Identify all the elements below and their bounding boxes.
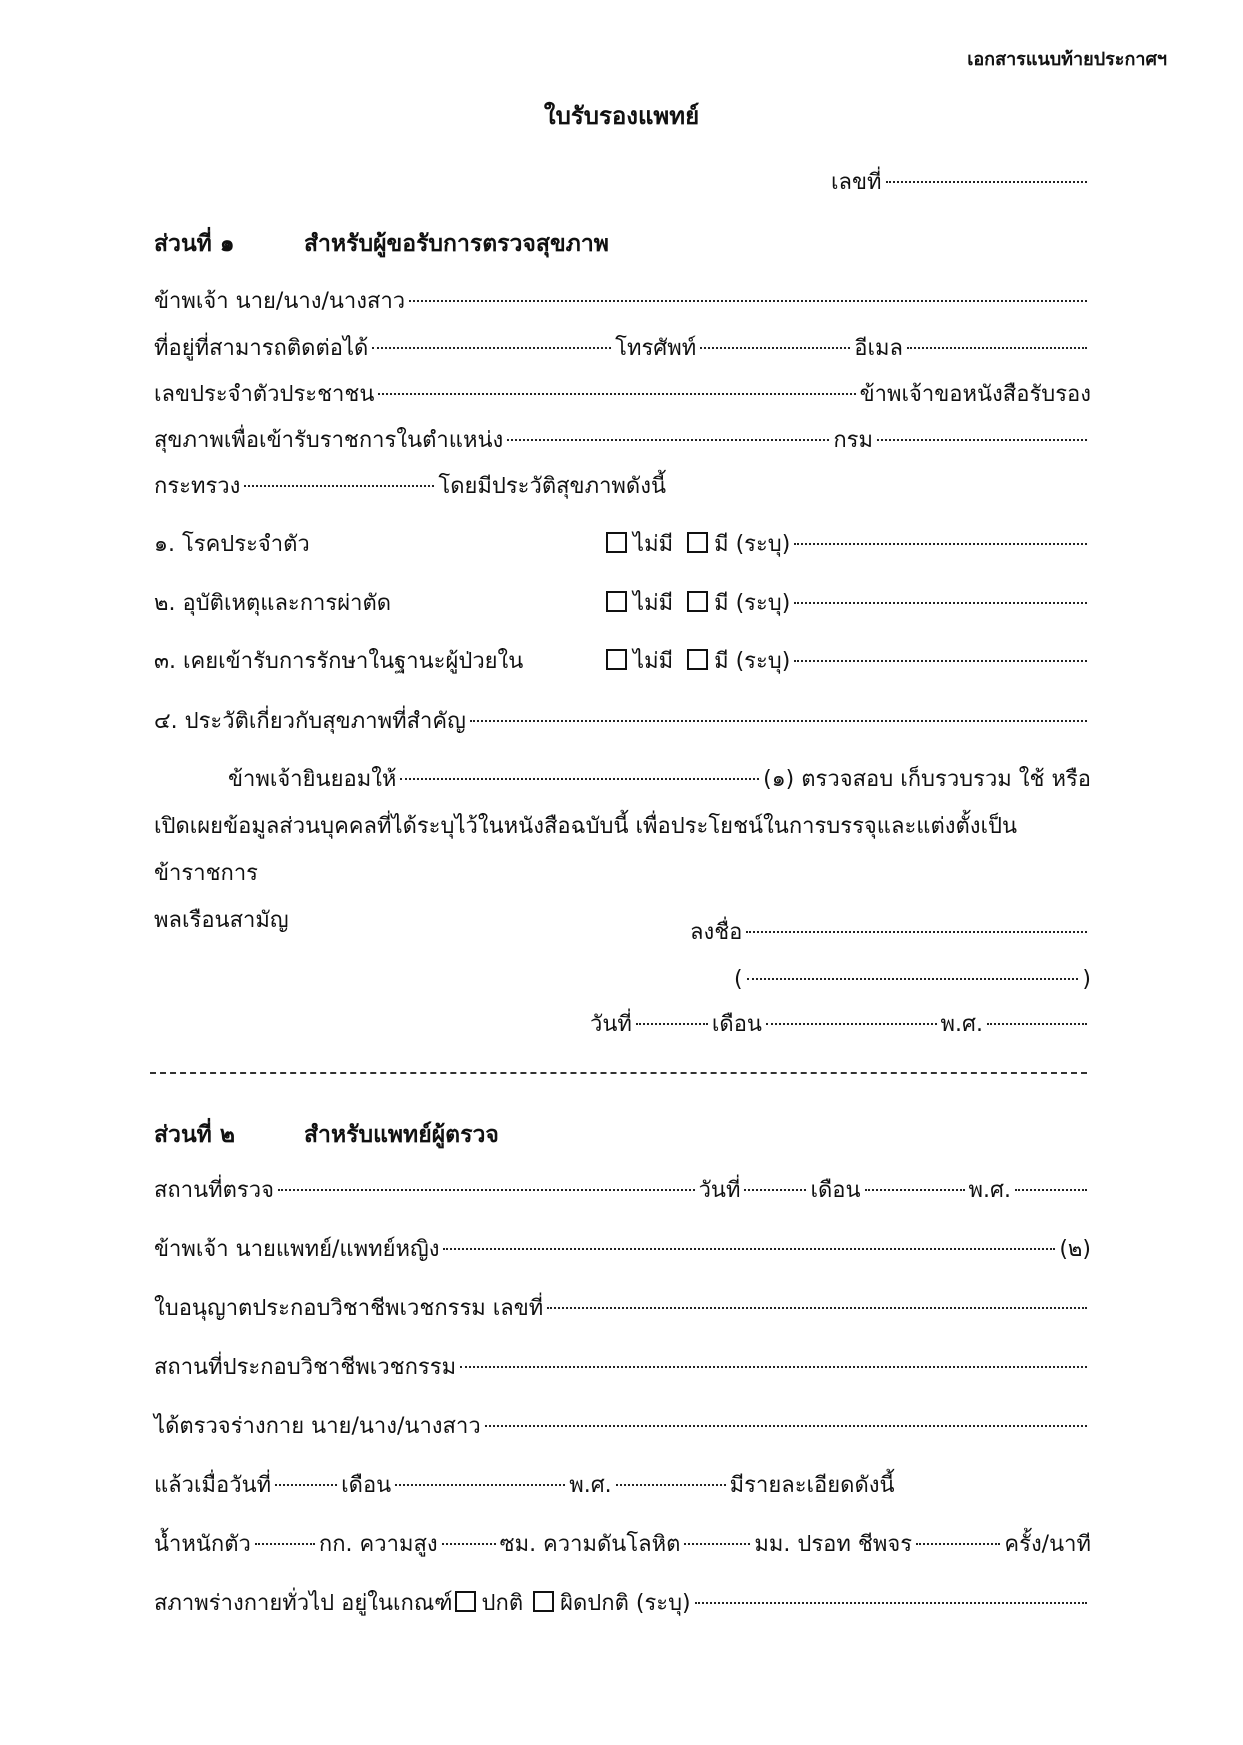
doctor-label: ข้าพเจ้า นายแพทย์/แพทย์หญิง xyxy=(154,1237,440,1262)
history-item-label: ๒. อุบัติเหตุและการผ่าตัด xyxy=(154,591,392,616)
exam-month-label: เดือน xyxy=(810,1178,861,1203)
phone-field[interactable] xyxy=(700,347,850,349)
year-label: พ.ศ. xyxy=(940,1012,983,1037)
request-text: ข้าพเจ้าขอหนังสือรับรอง xyxy=(859,382,1091,407)
history-item xyxy=(154,647,1091,677)
important-history-label: ๔. ประวัติเกี่ยวกับสุขภาพที่สำคัญ xyxy=(154,709,466,734)
month-label: เดือน xyxy=(711,1012,762,1037)
position-field[interactable] xyxy=(507,439,829,441)
checkbox-yes[interactable] xyxy=(687,532,708,553)
exam-day-field[interactable] xyxy=(744,1189,806,1191)
phone-label: โทรศัพท์ xyxy=(615,336,697,361)
when-year-label: พ.ศ. xyxy=(569,1473,612,1498)
consent-line-3: พลเรือนสามัญ xyxy=(154,908,289,933)
section1-title: สำหรับผู้ขอรับการตรวจสุขภาพ xyxy=(304,231,609,257)
pulse-field[interactable] xyxy=(916,1543,1000,1545)
when-year-field[interactable] xyxy=(616,1484,726,1486)
history-item-label: ๑. โรคประจำตัว xyxy=(154,532,310,557)
practice-place-field[interactable] xyxy=(460,1366,1087,1368)
section1-heading xyxy=(154,226,609,262)
blood-pressure-field[interactable] xyxy=(684,1543,750,1545)
exam-year-label: พ.ศ. xyxy=(968,1178,1011,1203)
examined-person-field[interactable] xyxy=(485,1425,1087,1427)
license-row xyxy=(154,1294,1091,1324)
date-label: วันที่ xyxy=(590,1012,632,1037)
weight-field[interactable] xyxy=(255,1543,315,1545)
email-label: อีเมล xyxy=(854,336,903,361)
consent-row xyxy=(228,765,1091,795)
when-day-field[interactable] xyxy=(275,1484,337,1486)
signature-label: ลงชื่อ xyxy=(690,920,743,945)
email-field[interactable] xyxy=(907,347,1087,349)
id-field[interactable] xyxy=(378,393,855,395)
address-field[interactable] xyxy=(372,347,611,349)
department-field[interactable] xyxy=(877,439,1087,441)
history-item xyxy=(154,530,1091,560)
weight-unit: กก. ความสูง xyxy=(318,1532,438,1557)
doc-number-label: เลขที่ xyxy=(831,170,882,195)
when-month-field[interactable] xyxy=(395,1484,565,1486)
contact-row xyxy=(154,334,1091,364)
general-condition-row xyxy=(154,1589,1091,1619)
abnormal-specify-field[interactable] xyxy=(695,1602,1087,1604)
checkbox-no[interactable] xyxy=(606,649,627,670)
examined-person-label: ได้ตรวจร่างกาย นาย/นาง/นางสาว xyxy=(154,1414,481,1439)
checkbox-yes[interactable] xyxy=(687,649,708,670)
doctor-name-field[interactable] xyxy=(443,1248,1055,1250)
exam-place-field[interactable] xyxy=(278,1189,695,1191)
history-specify-field[interactable] xyxy=(794,543,1087,545)
section1-number: ส่วนที่ ๑ xyxy=(154,231,235,257)
section-divider xyxy=(150,1072,1087,1074)
ministry-label: กระทรวง xyxy=(154,474,241,499)
checkbox-yes-label: มี (ระบุ) xyxy=(714,591,791,616)
applicant-name-field[interactable] xyxy=(409,300,1087,302)
vitals-row xyxy=(154,1530,1091,1560)
department-label: กรม xyxy=(833,428,873,453)
bp-unit: มม. ปรอท ชีพจร xyxy=(754,1532,913,1557)
signature-row xyxy=(690,918,1091,948)
sign-date-row xyxy=(590,1010,1091,1040)
doctor-suffix: (๒) xyxy=(1059,1237,1091,1262)
checkbox-abnormal[interactable] xyxy=(533,1591,554,1612)
examined-person-row xyxy=(154,1412,1091,1442)
history-intro: โดยมีประวัติสุขภาพดังนี้ xyxy=(438,474,667,499)
ministry-field[interactable] xyxy=(244,485,434,487)
signature-field[interactable] xyxy=(746,931,1087,933)
normal-label: ปกติ xyxy=(481,1591,524,1616)
history-specify-field[interactable] xyxy=(794,602,1087,604)
exam-month-field[interactable] xyxy=(865,1189,965,1191)
doc-number-row xyxy=(831,168,1091,198)
details-label: มีรายละเอียดดังนี้ xyxy=(729,1473,895,1498)
section2-heading xyxy=(154,1117,499,1153)
checkbox-yes-label: มี (ระบุ) xyxy=(714,532,791,557)
consent-party-field[interactable] xyxy=(400,778,759,780)
doc-number-field[interactable] xyxy=(886,181,1087,183)
id-label: เลขประจำตัวประชาชน xyxy=(154,382,375,407)
history-item xyxy=(154,589,1091,619)
section2-number: ส่วนที่ ๒ xyxy=(154,1122,236,1148)
paren-close: ) xyxy=(1082,967,1091,992)
printed-name-row xyxy=(734,965,1091,995)
when-label: แล้วเมื่อวันที่ xyxy=(154,1473,272,1498)
year-field[interactable] xyxy=(987,1023,1087,1025)
license-label: ใบอนุญาตประกอบวิชาชีพเวชกรรม เลขที่ xyxy=(154,1296,544,1321)
pulse-unit: ครั้ง/นาที xyxy=(1004,1532,1091,1557)
checkbox-no[interactable] xyxy=(606,532,627,553)
abnormal-label: ผิดปกติ (ระบุ) xyxy=(560,1591,691,1616)
height-unit: ซม. ความดันโลหิต xyxy=(499,1532,681,1557)
position-label: สุขภาพเพื่อเข้ารับราชการในตำแหน่ง xyxy=(154,428,504,453)
exam-year-field[interactable] xyxy=(1015,1189,1087,1191)
when-month-label: เดือน xyxy=(341,1473,392,1498)
checkbox-yes[interactable] xyxy=(687,591,708,612)
applicant-label: ข้าพเจ้า นาย/นาง/นางสาว xyxy=(154,289,406,314)
position-row xyxy=(154,426,1091,456)
month-field[interactable] xyxy=(766,1023,937,1025)
id-row xyxy=(154,380,1091,410)
height-field[interactable] xyxy=(442,1543,496,1545)
ministry-row xyxy=(154,472,1091,502)
exam-when-row xyxy=(154,1471,1091,1501)
consent-line-2: เปิดเผยข้อมูลส่วนบุคคลที่ได้ระบุไว้ในหนังสือฉบับนี้ เพื่อประโยชน์ในการบรรจุและแต่งตั้งเป็นข้าราชการ xyxy=(154,814,1018,886)
license-number-field[interactable] xyxy=(547,1307,1087,1309)
exam-date-label: วันที่ xyxy=(698,1178,741,1203)
history-item-label: ๓. เคยเข้ารับการรักษาในฐานะผู้ป่วยใน xyxy=(154,649,524,674)
address-label: ที่อยู่ที่สามารถติดต่อได้ xyxy=(154,336,369,361)
weight-label: น้ำหนักตัว xyxy=(154,1532,251,1557)
general-label: สภาพร่างกายทั่วไป อยู่ในเกณฑ์ xyxy=(154,1591,453,1616)
consent-suffix: (๑) ตรวจสอบ เก็บรวบรวม ใช้ หรือ xyxy=(763,767,1091,792)
printed-name-field[interactable] xyxy=(747,978,1079,980)
checkbox-yes-label: มี (ระบุ) xyxy=(714,649,791,674)
checkbox-no[interactable] xyxy=(606,591,627,612)
important-history-field[interactable] xyxy=(470,720,1087,722)
document-title: ใบรับรองแพทย์ xyxy=(543,102,700,130)
section2-title: สำหรับแพทย์ผู้ตรวจ xyxy=(304,1122,499,1148)
doctor-row xyxy=(154,1235,1091,1265)
practice-place-label: สถานที่ประกอบวิชาชีพเวชกรรม xyxy=(154,1355,457,1380)
checkbox-no-label: ไม่มี xyxy=(633,591,674,616)
checkbox-no-label: ไม่มี xyxy=(633,532,674,557)
paren-open: ( xyxy=(734,967,743,992)
applicant-row xyxy=(154,287,1091,317)
exam-place-label: สถานที่ตรวจ xyxy=(154,1178,274,1203)
exam-place-row xyxy=(154,1176,1091,1206)
history-specify-field[interactable] xyxy=(794,660,1087,662)
practice-place-row xyxy=(154,1353,1091,1383)
checkbox-no-label: ไม่มี xyxy=(633,649,674,674)
annex-note: เอกสารแนบท้ายประกาศฯ xyxy=(967,49,1167,70)
checkbox-normal[interactable] xyxy=(455,1591,476,1612)
day-field[interactable] xyxy=(636,1023,708,1025)
important-history-row xyxy=(154,707,1091,737)
consent-prefix: ข้าพเจ้ายินยอมให้ xyxy=(228,767,397,792)
